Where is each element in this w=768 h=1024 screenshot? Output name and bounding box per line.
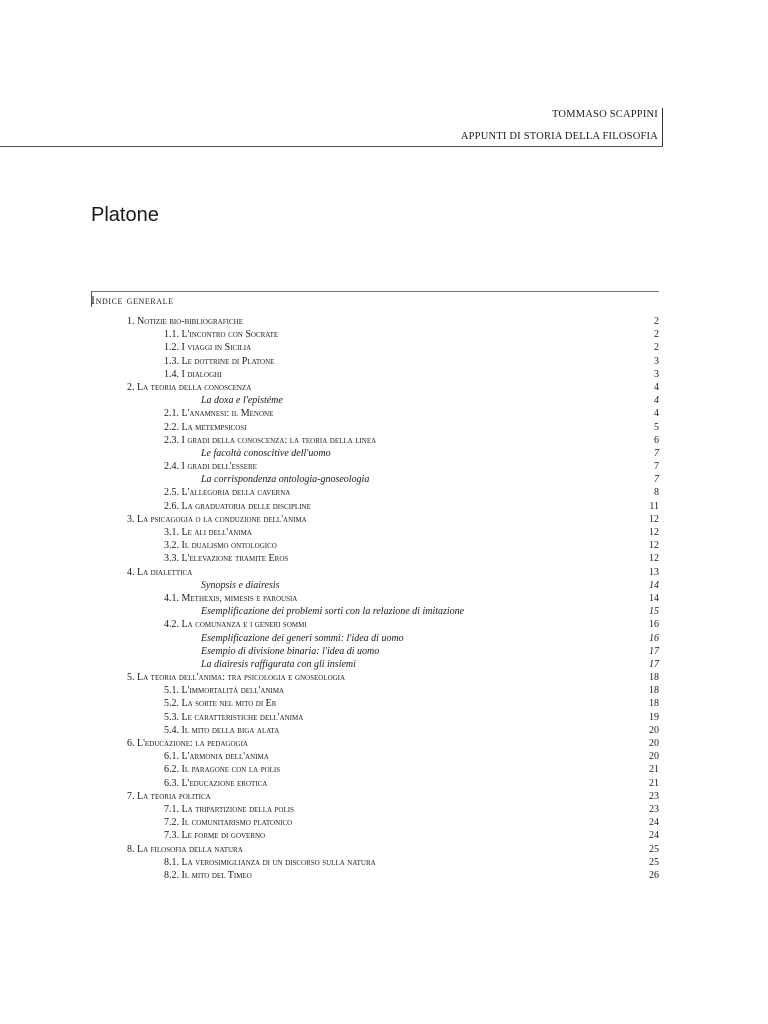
toc-entry[interactable] <box>91 315 659 328</box>
toc-entry[interactable] <box>91 500 659 513</box>
toc-entry-label: Esempio di divisione binaria: l'idea di uomo <box>201 645 380 657</box>
header-vertical-rule <box>662 108 663 146</box>
toc-entry-page: 18 <box>649 698 659 710</box>
toc-entry-label: 5.1. L'immortalità dell'anima <box>164 685 285 697</box>
toc-entry-page: 7 <box>654 474 659 486</box>
toc-entry-page: 23 <box>649 803 659 815</box>
toc-entry[interactable] <box>91 460 659 473</box>
toc-entry[interactable] <box>91 328 659 341</box>
toc-entry-page: 20 <box>649 738 659 749</box>
toc-entry[interactable] <box>91 645 659 658</box>
toc-entry-label: 1.1. L'incontro con Socrate <box>164 329 279 341</box>
toc-entry[interactable] <box>91 684 659 697</box>
toc-entry[interactable] <box>91 355 659 368</box>
toc-entry[interactable] <box>91 737 659 750</box>
toc-entry-label: 8.2. Il mito del Timeo <box>164 869 252 881</box>
toc-entry[interactable] <box>91 486 659 499</box>
toc-entry[interactable] <box>91 618 659 631</box>
toc-entry-page: 2 <box>654 329 659 341</box>
toc-entry[interactable] <box>91 421 659 434</box>
toc-entry-label: 1.2. I viaggi in Sicilia <box>164 342 252 354</box>
toc-entry[interactable] <box>91 579 659 592</box>
table-of-contents <box>91 315 659 882</box>
toc-entry-label: 4.2. La comunanza e i generi sommi <box>164 619 307 631</box>
toc-entry-label: 2.1. L'anamnesi: il Menone <box>164 408 274 420</box>
toc-entry-page: 4 <box>654 381 659 393</box>
toc-entry-page: 14 <box>649 579 659 591</box>
toc-entry-page: 7 <box>654 461 659 473</box>
toc-entry-label: Esemplificazione dei problemi sorti con la relazione di imitazione <box>201 606 465 618</box>
toc-entry-page: 23 <box>649 790 659 802</box>
toc-entry[interactable] <box>91 697 659 710</box>
toc-title: Indice generale <box>91 293 174 307</box>
toc-entry-page: 4 <box>654 395 659 407</box>
toc-entry-label: 5.2. La sorte nel mito di Er <box>164 698 277 710</box>
toc-entry[interactable] <box>91 407 659 420</box>
toc-entry[interactable] <box>91 473 659 486</box>
toc-entry-page: 11 <box>649 500 659 512</box>
running-header <box>461 104 658 148</box>
toc-entry-page: 14 <box>649 592 659 604</box>
toc-entry-page: 5 <box>654 421 659 433</box>
toc-entry[interactable] <box>91 394 659 407</box>
toc-entry[interactable] <box>91 592 659 605</box>
toc-entry-page: 18 <box>649 685 659 697</box>
toc-entry-page: 6 <box>654 434 659 446</box>
toc-entry-page: 4 <box>654 408 659 420</box>
toc-entry-label: 7. La teoria politica <box>127 790 211 802</box>
toc-entry-label: 1.4. I dialoghi <box>164 368 222 380</box>
toc-entry-label: 6.1. L'armonia dell'anima <box>164 751 269 763</box>
toc-entry[interactable] <box>91 750 659 763</box>
toc-entry-page: 18 <box>649 672 659 684</box>
toc-entry[interactable] <box>91 671 659 684</box>
toc-entry-label: Esemplificazione dei generi sommi: l'idea di uomo <box>201 632 404 644</box>
toc-entry-label: 6. L'educazione: la pedagogia <box>127 738 248 749</box>
header-series: APPUNTI DI STORIA DELLA FILOSOFIA <box>460 131 658 142</box>
toc-entry-label: 5. La teoria dell'anima: tra psicologia e gnoseologia <box>127 672 346 684</box>
toc-entry-page: 8 <box>654 487 659 499</box>
toc-entry-page: 26 <box>649 869 659 881</box>
toc-entry-label: La doxa e l'epistéme <box>201 395 283 407</box>
toc-entry[interactable] <box>91 816 659 829</box>
toc-entry-label: 8. La filosofia della natura <box>127 843 243 855</box>
toc-entry[interactable] <box>91 605 659 618</box>
toc-entry-page: 20 <box>649 724 659 736</box>
toc-entry-label: 7.3. Le forme di governo <box>164 830 266 842</box>
page-title: Platone <box>91 204 159 226</box>
toc-entry-label: 2.5. L'allegoria della caverna <box>164 487 291 499</box>
toc-entry-page: 17 <box>649 658 659 670</box>
toc-entry-page: 20 <box>649 751 659 763</box>
toc-entry-page: 25 <box>649 843 659 855</box>
toc-entry[interactable] <box>91 658 659 671</box>
toc-entry-label: La diairesis raffigurata con gli insiemi <box>201 658 356 670</box>
toc-entry[interactable] <box>91 724 659 737</box>
toc-entry-page: 24 <box>649 817 659 829</box>
toc-entry-label: 2.6. La graduatoria delle discipline <box>164 500 311 512</box>
toc-entry-label: 7.2. Il comunitarismo platonico <box>164 817 293 829</box>
toc-entry-label: 8.1. La verosimiglianza di un discorso sulla natura <box>164 856 376 868</box>
toc-entry[interactable] <box>91 526 659 539</box>
toc-entry[interactable] <box>91 513 659 526</box>
toc-entry[interactable] <box>91 632 659 645</box>
toc-entry[interactable] <box>91 566 659 579</box>
toc-entry[interactable] <box>91 552 659 565</box>
toc-entry-page: 12 <box>649 553 659 565</box>
toc-entry-page: 21 <box>649 777 659 789</box>
toc-entry-label: 2.4. I gradi dell'essere <box>164 461 257 473</box>
toc-entry-label: 3.3. L'elevazione tramite Eros <box>164 553 289 565</box>
toc-entry-label: Le facoltà conoscitive dell'uomo <box>201 447 331 459</box>
toc-entry-page: 16 <box>649 619 659 631</box>
toc-entry-label: 3.2. Il dualismo ontologico <box>164 540 277 552</box>
toc-entry[interactable] <box>91 447 659 460</box>
header-author: TOMMASO SCAPPINI <box>552 109 658 120</box>
toc-entry[interactable] <box>91 341 659 354</box>
toc-entry-page: 12 <box>649 513 659 525</box>
toc-entry[interactable] <box>91 869 659 882</box>
toc-entry[interactable] <box>91 434 659 447</box>
toc-entry-page: 21 <box>649 764 659 776</box>
toc-entry[interactable] <box>91 790 659 803</box>
toc-entry-page: 16 <box>649 632 659 644</box>
toc-entry[interactable] <box>91 381 659 394</box>
toc-entry[interactable] <box>91 803 659 816</box>
toc-entry-page: 2 <box>654 316 659 327</box>
toc-entry-label: 5.3. Le caratteristiche dell'anima <box>164 711 304 723</box>
toc-entry-label: 2.2. La metempsicosi <box>164 421 247 433</box>
toc-entry[interactable] <box>91 763 659 776</box>
header-horizontal-rule <box>0 146 663 147</box>
toc-entry[interactable] <box>91 843 659 856</box>
toc-entry-page: 2 <box>654 342 659 354</box>
toc-entry[interactable] <box>91 856 659 869</box>
toc-entry-label: 1.3. Le dottrine di Platone <box>164 355 275 367</box>
toc-entry-page: 17 <box>649 645 659 657</box>
toc-entry-page: 12 <box>649 540 659 552</box>
toc-entry-label: La corrispondenza ontologia-gnoseologia <box>201 474 370 486</box>
toc-entry-page: 3 <box>654 368 659 380</box>
toc-top-rule <box>91 291 659 292</box>
toc-entry-page: 3 <box>654 355 659 367</box>
toc-entry-page: 24 <box>649 830 659 842</box>
toc-entry-label: Synopsis e diairesis <box>201 579 280 591</box>
toc-entry-label: 1. Notizie bio-bibliografiche <box>127 316 243 327</box>
toc-entry-page: 25 <box>649 856 659 868</box>
toc-entry-label: 3. La psicagogia o la conduzione dell'anima <box>127 513 307 525</box>
toc-entry[interactable] <box>91 368 659 381</box>
toc-entry-label: 7.1. La tripartizione della polis <box>164 803 294 815</box>
toc-entry-label: 3.1. Le ali dell'anima <box>164 527 252 538</box>
toc-entry-page: 13 <box>649 566 659 578</box>
toc-entry-label: 2. La teoria della conoscenza <box>127 381 252 393</box>
toc-entry[interactable] <box>91 539 659 552</box>
toc-entry-page: 7 <box>654 447 659 459</box>
toc-entry-label: 4.1. Methexis, mimesis e parousia <box>164 592 298 604</box>
toc-entry-page: 12 <box>649 527 659 538</box>
toc-entry-label: 2.3. I gradi della conoscenza: la teoria della linea <box>164 434 377 446</box>
toc-entry-label: 6.2. Il paragone con la polis <box>164 764 281 776</box>
toc-entry[interactable] <box>91 829 659 842</box>
toc-entry-page: 19 <box>649 711 659 723</box>
toc-entry-page: 15 <box>649 606 659 618</box>
toc-entry-label: 5.4. Il mito della biga alata <box>164 724 280 736</box>
toc-entry-label: 6.3. L'educazione erotica <box>164 777 268 789</box>
toc-entry-label: 4. La dialettica <box>127 566 193 578</box>
toc-entry[interactable] <box>91 711 659 724</box>
toc-entry[interactable] <box>91 777 659 790</box>
